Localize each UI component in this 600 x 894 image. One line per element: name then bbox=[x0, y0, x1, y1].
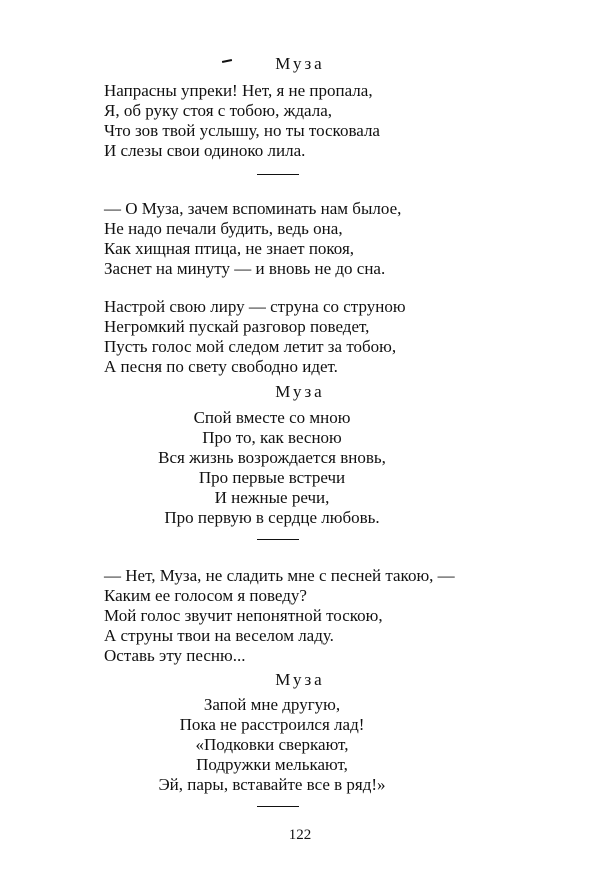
verse-line: Негромкий пускай разговор поведет, bbox=[104, 317, 370, 336]
stanza-1 bbox=[104, 81, 380, 161]
verse-line: Про первую в сердце любовь. bbox=[164, 508, 380, 527]
verse-line: Заснет на минуту — и вновь не до сна. bbox=[104, 259, 386, 278]
footer-divider bbox=[257, 806, 299, 807]
verse-line: Оставь эту песню... bbox=[104, 646, 246, 665]
stanza-5 bbox=[104, 566, 455, 666]
section-divider bbox=[257, 174, 299, 175]
verse-line: Мой голос звучит непонятной тоскою, bbox=[104, 606, 383, 625]
verse-line: Спой вместе со мною bbox=[193, 408, 351, 427]
page-number: 122 bbox=[288, 827, 312, 843]
heading-muse-1: Муза bbox=[275, 54, 325, 73]
verse-line: И нежные речи, bbox=[214, 488, 330, 507]
section-divider bbox=[257, 539, 299, 540]
verse-line: Я, об руку стоя с тобою, ждала, bbox=[104, 101, 332, 120]
verse-line: Эй, пары, вставайте все в ряд!» bbox=[158, 775, 386, 794]
verse-line: Каким ее голосом я поведу? bbox=[104, 586, 307, 605]
verse-line: И слезы свои одиноко лила. bbox=[104, 141, 306, 160]
stanza-4 bbox=[0, 408, 544, 528]
verse-line: А струны твои на веселом ладу. bbox=[104, 626, 334, 645]
verse-line: — О Муза, зачем вспоминать нам былое, bbox=[104, 199, 402, 218]
verse-line: Напрасны упреки! Нет, я не пропала, bbox=[104, 81, 373, 100]
verse-line: «Подковки сверкают, bbox=[195, 735, 349, 754]
verse-line: Пусть голос мой следом летит за тобою, bbox=[104, 337, 397, 356]
verse-line: Не надо печали будить, ведь она, bbox=[104, 219, 343, 238]
stanza-3 bbox=[104, 297, 406, 377]
verse-line: Подружки мелькают, bbox=[196, 755, 348, 774]
stanza-6 bbox=[0, 695, 544, 795]
verse-line: Запой мне другую, bbox=[203, 695, 341, 714]
verse-line: — Нет, Муза, не сладить мне с песней такою, — bbox=[104, 566, 455, 585]
stanza-2 bbox=[104, 199, 401, 279]
verse-line: Про первые встречи bbox=[198, 468, 346, 487]
verse-line: Что зов твой услышу, но ты тосковала bbox=[104, 121, 380, 140]
verse-line: Пока не расстроился лад! bbox=[179, 715, 365, 734]
verse-line: Как хищная птица, не знает покоя, bbox=[104, 239, 355, 258]
verse-line: Вся жизнь возрождается вновь, bbox=[158, 448, 386, 467]
verse-line: Настрой свою лиру — струна со струною bbox=[104, 297, 406, 316]
verse-line: Про то, как весною bbox=[202, 428, 342, 447]
heading-muse-3: Муза bbox=[275, 670, 325, 689]
verse-line: А песня по свету свободно идет. bbox=[104, 357, 338, 376]
heading-muse-2: Муза bbox=[275, 382, 325, 401]
